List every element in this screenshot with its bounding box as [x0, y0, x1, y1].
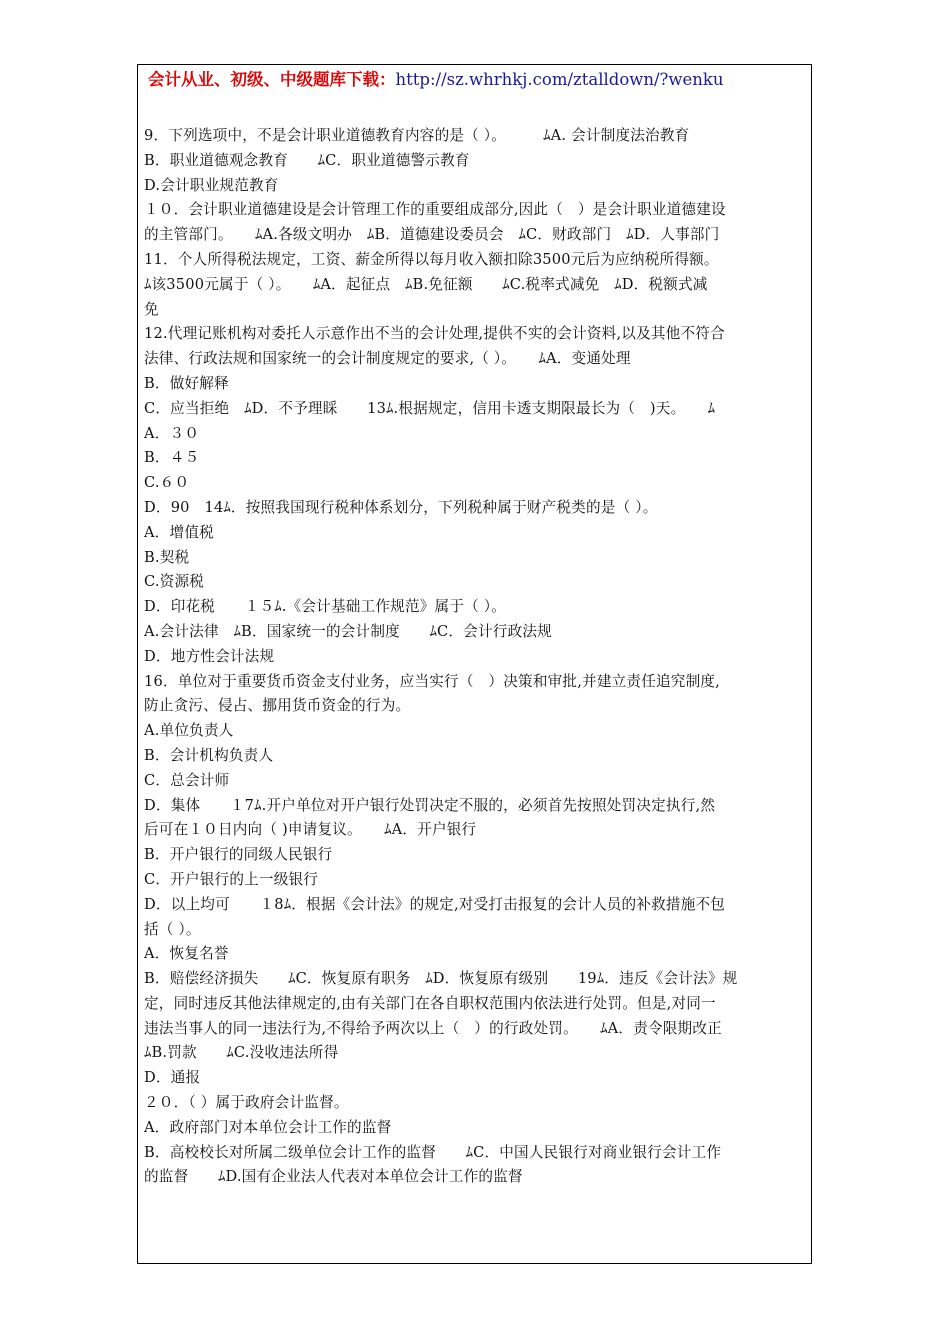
- text-line: A.会计法律 ﾑB．国家统一的会计制度 ﾑC．会计行政法规: [144, 622, 552, 640]
- text-line: D．以上均可 １8ﾑ．根据《会计法》的规定,对受打击报复的会计人员的补救措施不包: [144, 895, 726, 913]
- text-line: 括（ ）。: [144, 920, 201, 938]
- text-line: B．会计机构负责人: [144, 746, 274, 764]
- text-line: 16．单位对于重要货币资金支付业务，应当实行（ ）决策和审批,并建立责任追究制度,: [144, 672, 721, 690]
- text-line: 违法当事人的同一违法行为,不得给予两次以上（ ）的行政处罚。 ﾑA．责令限期改正: [144, 1019, 722, 1037]
- text-line: B．做好解释: [144, 374, 229, 392]
- text-line: ２０．（ ）属于政府会计监督。: [144, 1094, 349, 1112]
- text-line: 12.代理记账机构对委托人示意作出不当的会计处理,提供不实的会计资料,以及其他不符合: [144, 325, 725, 343]
- text-line: A．３０: [144, 424, 200, 442]
- download-link[interactable]: http://sz.whrhkj.com/ztalldown/?wenku: [395, 70, 724, 89]
- text-line: 免: [144, 300, 159, 318]
- text-line: D．印花税 １５ﾑ.《会计基础工作规范》属于（ ）。: [144, 598, 507, 616]
- text-line: B．职业道德观念教育 ﾑC．职业道德警示教育: [144, 151, 470, 169]
- text-line: B.契税: [144, 548, 190, 566]
- text-line: D．集体 １7ﾑ.开户单位对开户银行处罚决定不服的，必须首先按照处罚决定执行,然: [144, 796, 716, 814]
- text-line: D．通报: [144, 1069, 201, 1087]
- download-header: [148, 68, 724, 92]
- text-line: 定，同时违反其他法律规定的,由有关部门在各自职权范围内依法进行处罚。但是,对同一: [144, 994, 716, 1012]
- text-line: 9．下列选项中，不是会计职业道德教育内容的是（ ）。 ﾑA. 会计制度法治教育: [144, 127, 690, 144]
- text-line: ﾑB.罚款 ﾑC.没收违法所得: [144, 1044, 339, 1062]
- header-title: 会计从业、初级、中级题库下载：: [148, 70, 396, 89]
- question-text: [144, 124, 806, 1190]
- text-line: 的主管部门。 ﾑA.各级文明办 ﾑB．道德建设委员会 ﾑC．财政部门 ﾑD．人事部门: [144, 226, 720, 244]
- text-line: A．恢复名誉: [144, 945, 229, 963]
- text-line: C.６０: [144, 474, 190, 492]
- text-line: A.单位负责人: [144, 722, 234, 740]
- text-line: D.会计职业规范教育: [144, 176, 279, 194]
- text-line: C．开户银行的上一级银行: [144, 870, 319, 888]
- text-line: C．总会计师: [144, 771, 230, 789]
- text-line: C.资源税: [144, 573, 205, 591]
- text-line: 11．个人所得税法规定，工资、薪金所得以每月收入额扣除3500元后为应纳税所得额。: [144, 250, 719, 268]
- text-line: 后可在１０日内向（ )申请复议。 ﾑA．开户银行: [144, 821, 477, 839]
- text-line: B．开户银行的同级人民银行: [144, 846, 333, 864]
- text-line: B．赔偿经济损失 ﾑC．恢复原有职务 ﾑD．恢复原有级别 19ﾑ．违反《会计法》规: [144, 970, 738, 988]
- text-line: B．高校校长对所属二级单位会计工作的监督 ﾑC．中国人民银行对商业银行会计工作: [144, 1143, 722, 1161]
- text-line: D．90 14ﾑ．按照我国现行税种体系划分，下列税种属于财产税类的是（ ）。: [144, 498, 658, 516]
- text-line: A．政府部门对本单位会计工作的监督: [144, 1118, 392, 1136]
- text-line: 法律、行政法规和国家统一的会计制度规定的要求,（ ）。 ﾑA．变通处理: [144, 350, 631, 368]
- text-line: C．应当拒绝 ﾑD．不予理睬 13ﾑ.根据规定，信用卡透支期限最长为（ )天。 ﾑ: [144, 399, 716, 417]
- text-line: B．４５: [144, 449, 200, 467]
- text-line: ﾑ该3500元属于（ ）。 ﾑA．起征点 ﾑB.免征额 ﾑC.税率式减免 ﾑD．税额式减: [144, 275, 708, 293]
- text-line: １０．会计职业道德建设是会计管理工作的重要组成部分,因此（ ）是会计职业道德建设: [144, 201, 726, 219]
- text-line: 的监督 ﾑD.国有企业法人代表对本单位会计工作的监督: [144, 1168, 523, 1186]
- text-line: 防止贪污、侵占、挪用货币资金的行为。: [144, 697, 411, 715]
- text-line: D．地方性会计法规: [144, 647, 275, 665]
- text-line: A．增值税: [144, 523, 214, 541]
